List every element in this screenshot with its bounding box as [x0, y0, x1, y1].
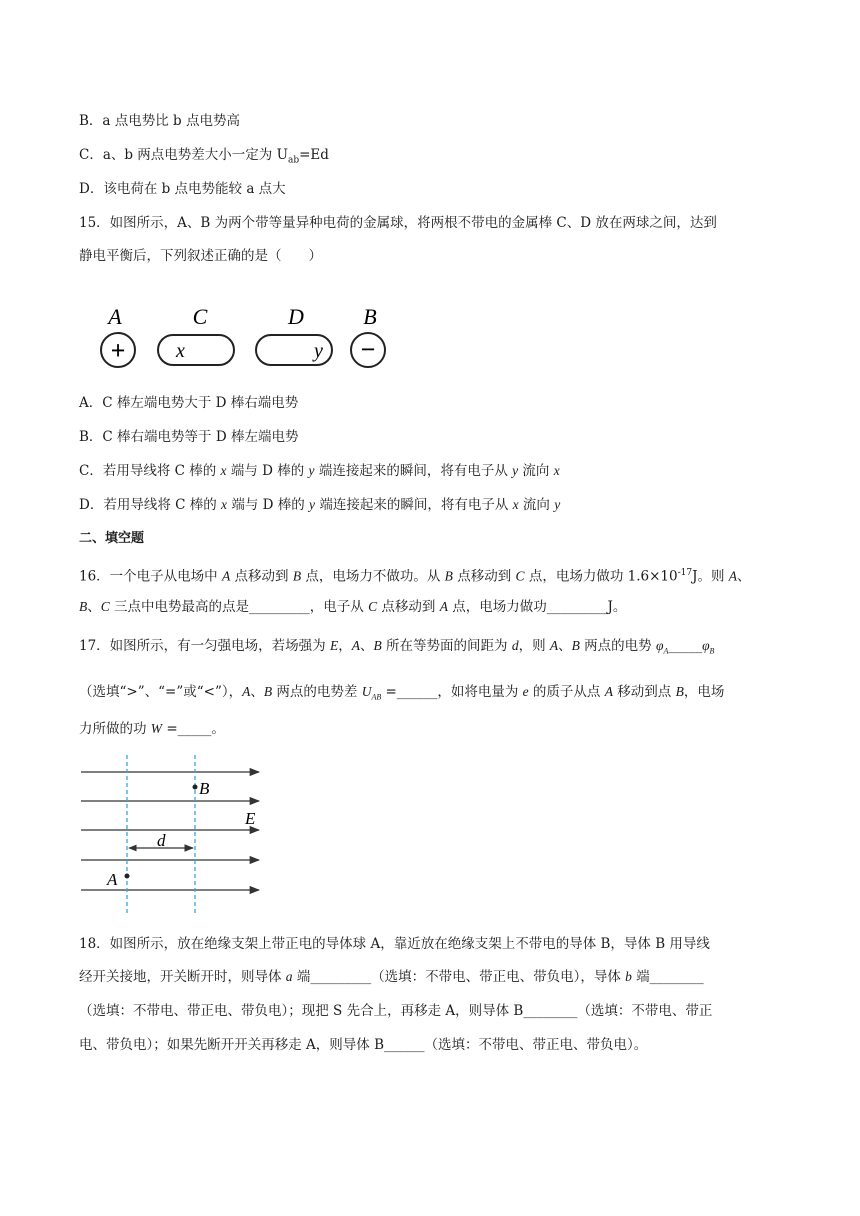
label-e: E [245, 809, 256, 828]
q17-line3: 力所做的功 W =_____。 [79, 721, 225, 737]
q14-option-c [79, 145, 329, 171]
label-b: B [199, 779, 210, 798]
label-a: A [107, 870, 118, 889]
q16-line2: B、C 三点中电势最高的点是_________，电子从 C 点移动到 A 点，电场力做功_________J。 [79, 599, 627, 615]
q18-line3: （选填：不带电、带正电、带负电）；现把 S 先合上，再移走 A，则导体 B________（选填：不带电、带正 [79, 1003, 713, 1019]
fig-label-a: A [108, 304, 122, 329]
q15-figure [90, 300, 400, 375]
q17-field-figure [75, 755, 275, 915]
q18-line4: 电、带负电）；如果先断开开关再移走 A，则导体 B______（选填：不带电、带正电、带负电）。 [79, 1037, 648, 1053]
q15-option-c: C．若用导线将 C 棒的 x 端与 D 棒的 y 端连接起来的瞬间，将有电子从 y 流向 x [79, 463, 560, 479]
fig-label-d: D [288, 304, 304, 329]
rod-c [158, 335, 234, 365]
q15-option-a: A．C 棒左端电势大于 D 棒右端电势 [79, 395, 299, 411]
q15-option-d: D．若用导线将 C 棒的 x 端与 D 棒的 y 端连接起来的瞬间，将有电子从 x 流向 y [79, 497, 561, 513]
q15-option-b: B．C 棒右端电势等于 D 棒左端电势 [79, 429, 299, 445]
section-title: 二、填空题 [79, 531, 145, 546]
q18-line2: 经开关接地，开关断开时，则导体 a 端_________（选填：不带电、带正电、带负电），导体 b 端________ [79, 969, 704, 985]
q17-line2: （选填“>”、“=”或“<”），A、B 两点的电势差 $U_{AB}$ =______，如将电量为 e 的质子从点 A 移动到点 B，电场 [79, 684, 725, 702]
q14-option-c-subscript: ab [287, 155, 300, 166]
q16-line1: 16．一个电子从电场中 A 点移动到 B 点，电场力不做功。从 B 点移动到 C 点，电场力做功 $1.6\times 10^{-17}J$。则 A、 [79, 568, 751, 585]
point-a [125, 874, 130, 879]
q18-line1: 18．如图所示，放在绝缘支架上带正电的导体球 A，靠近放在绝缘支架上不带电的导体 B，导体 B 用导线 [79, 936, 710, 952]
rod-c-end-x: x [176, 340, 185, 362]
label-d: d [157, 831, 166, 850]
rod-d-end-y: y [314, 340, 323, 362]
q15-stem-line2: 静电平衡后，下列叙述正确的是（ ） [79, 248, 322, 264]
point-b [193, 785, 198, 790]
plus-sign: + [110, 336, 126, 365]
fig-label-b: B [363, 304, 377, 329]
q17-line1: 17．如图所示，有一匀强电场，若场强为 E，A、B 所在等势面的间距为 d，则 A、B 两点的电势 $\varphi_A\_\_\_\_\_\varphi_B$ [79, 638, 715, 656]
minus-sign: − [360, 335, 376, 364]
q15-stem-line1: 15．如图所示，A、B 为两个带等量异种电荷的金属球，将两根不带电的金属棒 C、D 放在两球之间，达到 [79, 215, 717, 231]
q14-option-d: D．该电荷在 b 点电势能较 a 点大 [79, 181, 286, 197]
fig-label-c: C [192, 304, 208, 329]
q14-option-b: B．a 点电势比 b 点电势高 [79, 113, 240, 129]
q14-option-c-text: C．a、b 两点电势差大小一定为 U [79, 147, 288, 163]
q14-option-c-tail: =Ed [299, 147, 329, 163]
